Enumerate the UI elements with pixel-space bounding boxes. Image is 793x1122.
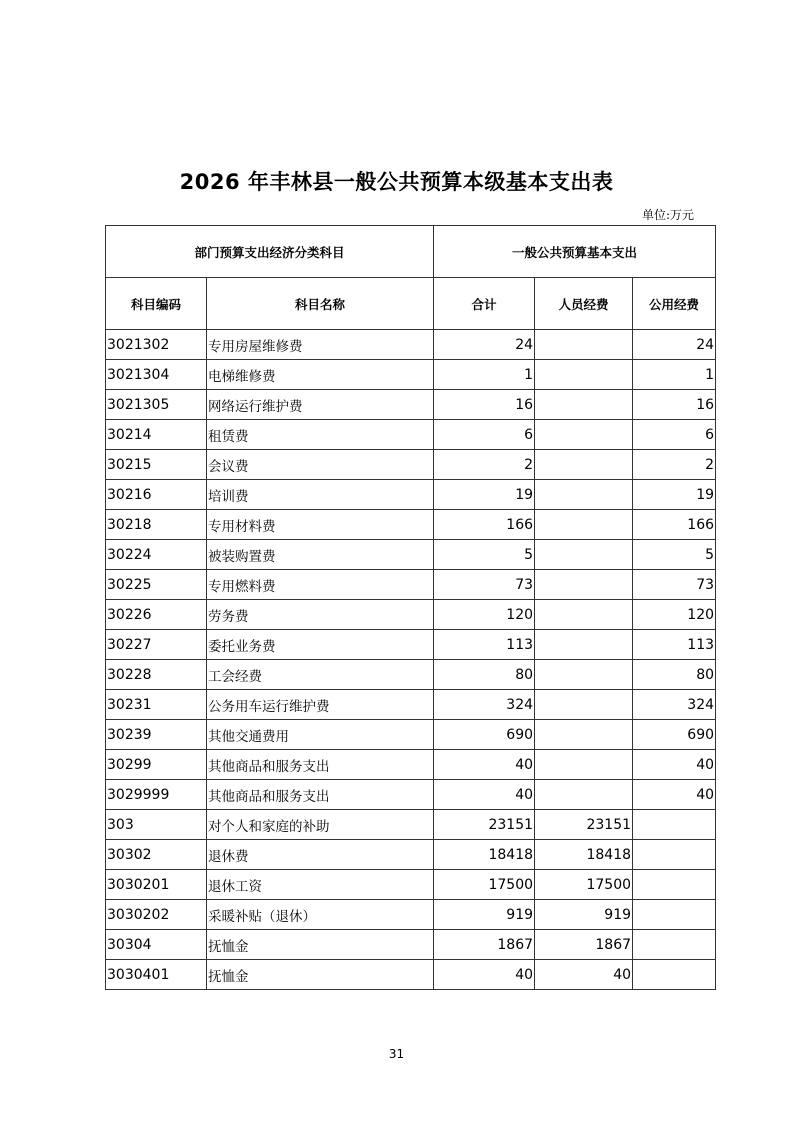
table-row (106, 750, 716, 780)
cell-code: 3021304 (106, 360, 207, 390)
cell-total: 40 (434, 780, 535, 810)
cell-total: 19 (434, 480, 535, 510)
unit-label: 单位:万元 (641, 208, 694, 222)
cell-public: 120 (633, 600, 716, 630)
cell-personnel: 23151 (535, 810, 633, 840)
cell-code: 30216 (106, 480, 207, 510)
cell-public: 16 (633, 390, 716, 420)
cell-code: 30231 (106, 690, 207, 720)
table-row (106, 570, 716, 600)
cell-personnel (535, 450, 633, 480)
cell-name: 对个人和家庭的补助 (207, 810, 434, 840)
cell-code: 30239 (106, 720, 207, 750)
cell-name: 抚恤金 (207, 930, 434, 960)
cell-personnel (535, 780, 633, 810)
cell-code: 3021302 (106, 330, 207, 360)
cell-total: 16 (434, 390, 535, 420)
cell-name: 其他商品和服务支出 (207, 780, 434, 810)
cell-personnel: 919 (535, 900, 633, 930)
cell-total: 40 (434, 750, 535, 780)
cell-name: 其他商品和服务支出 (207, 750, 434, 780)
table-row (106, 540, 716, 570)
cell-total: 690 (434, 720, 535, 750)
cell-code: 30304 (106, 930, 207, 960)
cell-public: 19 (633, 480, 716, 510)
table-row (106, 450, 716, 480)
cell-total: 6 (434, 420, 535, 450)
cell-name: 被装购置费 (207, 540, 434, 570)
cell-personnel (535, 720, 633, 750)
table-row (106, 600, 716, 630)
header-group-left: 部门预算支出经济分类科目 (106, 226, 434, 278)
table-row (106, 660, 716, 690)
table-row (106, 720, 716, 750)
cell-personnel: 18418 (535, 840, 633, 870)
cell-name: 采暖补贴（退休） (207, 900, 434, 930)
table-row (106, 900, 716, 930)
cell-name: 劳务费 (207, 600, 434, 630)
cell-name: 专用房屋维修费 (207, 330, 434, 360)
cell-total: 166 (434, 510, 535, 540)
cell-personnel (535, 540, 633, 570)
cell-personnel (535, 360, 633, 390)
cell-public: 80 (633, 660, 716, 690)
cell-total: 23151 (434, 810, 535, 840)
cell-public (633, 870, 716, 900)
cell-personnel (535, 630, 633, 660)
cell-code: 30227 (106, 630, 207, 660)
cell-public: 1 (633, 360, 716, 390)
table-row (106, 840, 716, 870)
cell-personnel (535, 600, 633, 630)
cell-public: 324 (633, 690, 716, 720)
cell-total: 73 (434, 570, 535, 600)
page-number: 31 (388, 1047, 405, 1061)
cell-total: 120 (434, 600, 535, 630)
cell-name: 委托业务费 (207, 630, 434, 660)
cell-code: 3030401 (106, 960, 207, 990)
cell-public: 5 (633, 540, 716, 570)
cell-personnel (535, 690, 633, 720)
table-row (106, 390, 716, 420)
cell-code: 3021305 (106, 390, 207, 420)
cell-total: 113 (434, 630, 535, 660)
cell-total: 80 (434, 660, 535, 690)
table-row (106, 810, 716, 840)
cell-public (633, 900, 716, 930)
cell-name: 退休工资 (207, 870, 434, 900)
cell-personnel: 1867 (535, 930, 633, 960)
cell-code: 3030202 (106, 900, 207, 930)
cell-personnel (535, 510, 633, 540)
cell-name: 退休费 (207, 840, 434, 870)
cell-public: 113 (633, 630, 716, 660)
cell-total: 18418 (434, 840, 535, 870)
cell-code: 30299 (106, 750, 207, 780)
header-public: 公用经费 (633, 278, 716, 330)
cell-public: 73 (633, 570, 716, 600)
cell-total: 1867 (434, 930, 535, 960)
cell-personnel (535, 480, 633, 510)
table-row (106, 690, 716, 720)
cell-public (633, 930, 716, 960)
cell-public: 40 (633, 780, 716, 810)
cell-total: 17500 (434, 870, 535, 900)
cell-personnel (535, 420, 633, 450)
cell-code: 30224 (106, 540, 207, 570)
cell-total: 24 (434, 330, 535, 360)
table-row (106, 330, 716, 360)
table-row (106, 360, 716, 390)
cell-public: 24 (633, 330, 716, 360)
cell-name: 会议费 (207, 450, 434, 480)
cell-total: 324 (434, 690, 535, 720)
cell-code: 3029999 (106, 780, 207, 810)
cell-name: 网络运行维护费 (207, 390, 434, 420)
table-row (106, 510, 716, 540)
cell-code: 30225 (106, 570, 207, 600)
cell-code: 30302 (106, 840, 207, 870)
cell-name: 专用燃料费 (207, 570, 434, 600)
cell-personnel (535, 390, 633, 420)
table-row (106, 480, 716, 510)
table-row (106, 960, 716, 990)
cell-code: 3030201 (106, 870, 207, 900)
cell-name: 租赁费 (207, 420, 434, 450)
cell-public: 690 (633, 720, 716, 750)
cell-personnel (535, 750, 633, 780)
cell-public (633, 810, 716, 840)
cell-public: 6 (633, 420, 716, 450)
header-name: 科目名称 (207, 278, 434, 330)
table-row (106, 630, 716, 660)
cell-personnel (535, 570, 633, 600)
header-total: 合计 (434, 278, 535, 330)
cell-personnel: 17500 (535, 870, 633, 900)
cell-public: 166 (633, 510, 716, 540)
cell-public (633, 960, 716, 990)
cell-code: 30215 (106, 450, 207, 480)
table-row (106, 870, 716, 900)
cell-total: 5 (434, 540, 535, 570)
cell-total: 2 (434, 450, 535, 480)
cell-code: 30226 (106, 600, 207, 630)
cell-personnel (535, 330, 633, 360)
cell-name: 工会经费 (207, 660, 434, 690)
cell-code: 30218 (106, 510, 207, 540)
cell-total: 40 (434, 960, 535, 990)
header-code: 科目编码 (106, 278, 207, 330)
page-title: 2026 年丰林县一般公共预算本级基本支出表 (179, 170, 614, 194)
cell-code: 303 (106, 810, 207, 840)
cell-personnel: 40 (535, 960, 633, 990)
cell-total: 919 (434, 900, 535, 930)
header-group-right: 一般公共预算基本支出 (434, 226, 716, 278)
header-personnel: 人员经费 (535, 278, 633, 330)
cell-name: 其他交通费用 (207, 720, 434, 750)
cell-code: 30214 (106, 420, 207, 450)
table-row (106, 780, 716, 810)
cell-total: 1 (434, 360, 535, 390)
cell-name: 专用材料费 (207, 510, 434, 540)
cell-name: 电梯维修费 (207, 360, 434, 390)
cell-name: 公务用车运行维护费 (207, 690, 434, 720)
table-body (106, 330, 716, 990)
cell-public (633, 840, 716, 870)
cell-public: 40 (633, 750, 716, 780)
cell-personnel (535, 660, 633, 690)
cell-name: 抚恤金 (207, 960, 434, 990)
cell-name: 培训费 (207, 480, 434, 510)
cell-public: 2 (633, 450, 716, 480)
budget-table (105, 225, 716, 990)
table-row (106, 930, 716, 960)
table-row (106, 420, 716, 450)
cell-code: 30228 (106, 660, 207, 690)
